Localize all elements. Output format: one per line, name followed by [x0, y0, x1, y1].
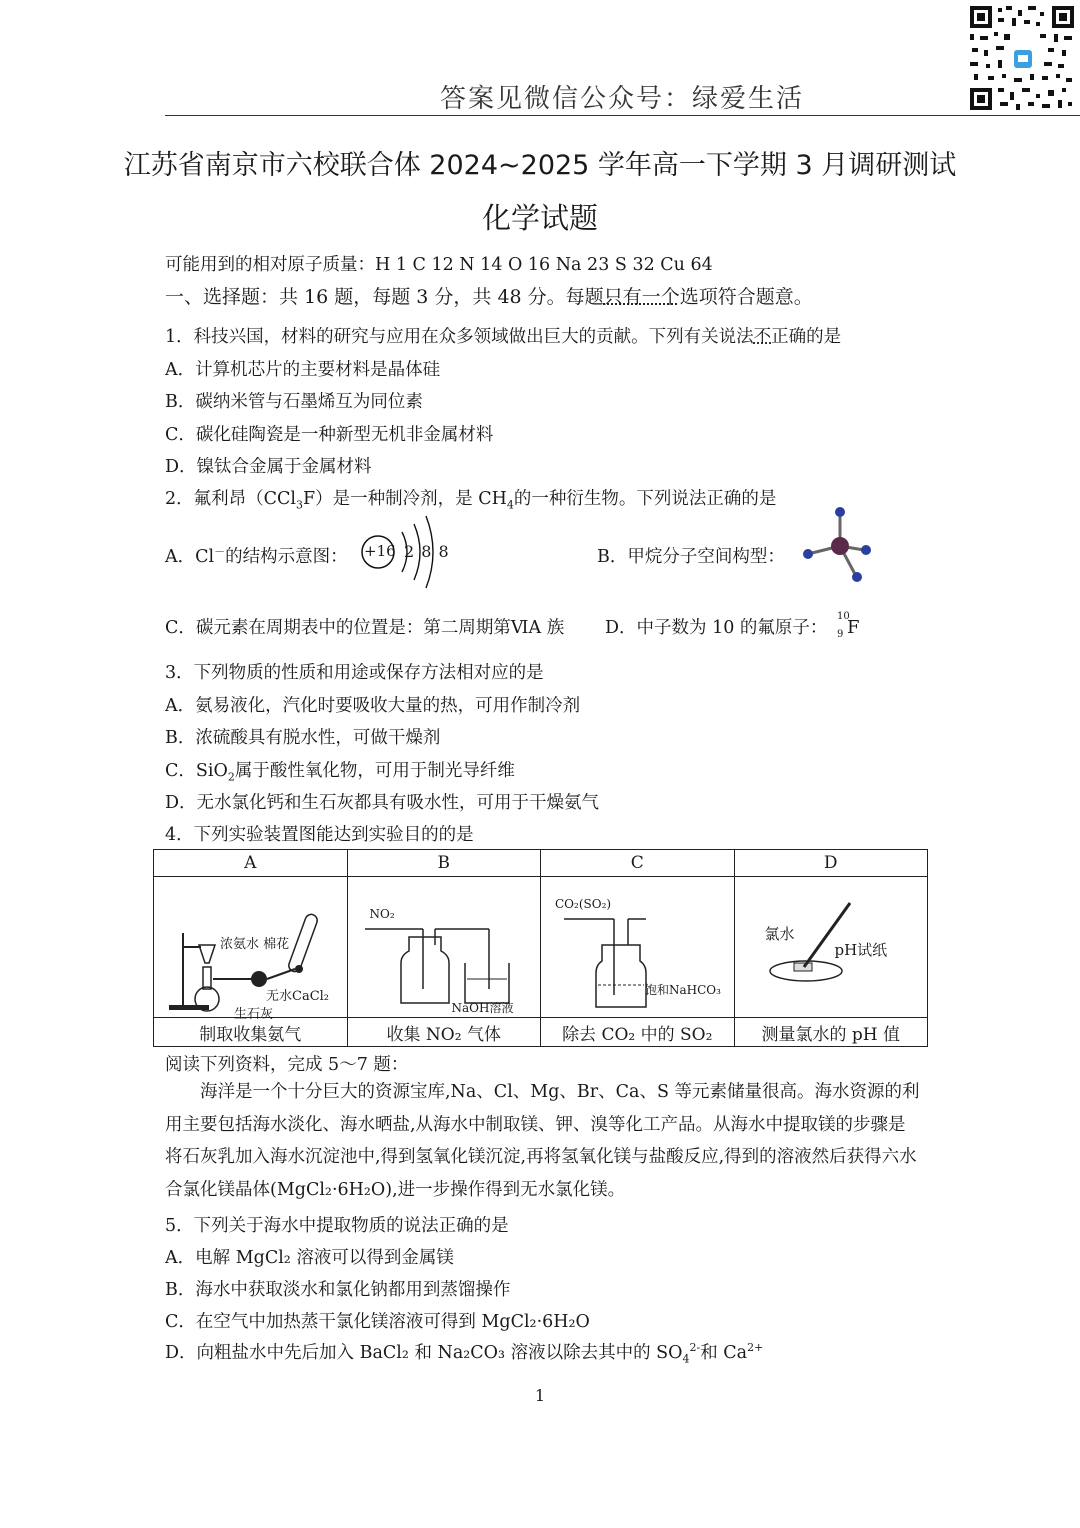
reading-passage: 海洋是一个十分巨大的资源宝库,Na、Cl、Mg、Br、Ca、S 等元素储量很高。海水资源的利用主要包括海水淡化、海水晒盐,从海水中制取镁、钾、溴等化工产品。从海水中提取镁的步骤是将石灰乳加入海水沉淀池中,得到氢氧化镁沉淀,再将氢氧化镁与盐酸反应,得到的溶液然后获得六水合氯化镁晶体(MgCl₂·6H₂O),进一步操作得到无水氯化镁。: [165, 1082, 920, 1200]
q3-option-c: C．SiO$_2$属于酸性氧化物，可用于制光导纤维: [165, 761, 515, 784]
exam-title: 江苏省南京市六校联合体 2024~2025 学年高一下学期 3 月调研测试: [123, 150, 957, 181]
apparatus-c: CO₂(SO₂) 饱和NaHCO₃: [541, 877, 735, 1018]
q1-option-b: B．碳纳米管与石墨烯互为同位素: [165, 392, 423, 412]
q5-option-a: A．电解 MgCl₂ 溶液可以得到金属镁: [165, 1248, 454, 1268]
q2-option-d: D．中子数为 10 的氟原子： 10 9 F: [605, 610, 860, 640]
q1-option-d: D．镍钛合金属于金属材料: [165, 457, 372, 477]
fluorine-atomic-number: 9: [837, 628, 844, 640]
electron-shells: 2 8 8: [404, 542, 450, 561]
q3-option-d: D．无水氯化钙和生石灰都具有吸水性，可用于干燥氨气: [165, 793, 600, 813]
q3-stem: 3．下列物质的性质和用途或保存方法相对应的是: [165, 663, 544, 683]
q2-option-a: A．Cl－的结构示意图：: [165, 545, 348, 567]
caption-b: 收集 NO₂ 气体: [347, 1018, 541, 1047]
header-rule: [165, 115, 1080, 116]
caption-c: 除去 CO₂ 中的 SO₂: [541, 1018, 735, 1047]
section-heading: 一、选择题：共 16 题，每题 3 分，共 48 分。每题只有一个选项符合题意。: [165, 286, 813, 308]
q2-option-c: C．碳元素在周期表中的位置是：第二周期第ⅥA 族: [165, 618, 565, 638]
experiment-table: [153, 849, 928, 1047]
q1-stem: 1．科技兴国，材料的研究与应用在众多领域做出巨大的贡献。下列有关说法不正确的是: [165, 327, 842, 347]
methane-model-icon: [800, 504, 876, 586]
q1-option-a: A．计算机芯片的主要材料是晶体硅: [165, 360, 441, 380]
col-header-d: D: [734, 850, 928, 877]
page-number: 1: [534, 1386, 546, 1405]
fluorine-symbol: F: [847, 616, 860, 638]
atomic-masses: 可能用到的相对原子质量：H 1 C 12 N 14 O 16 Na 23 S 32 Cu 64: [165, 255, 713, 275]
reading-intro: 阅读下列资料，完成 5～7 题：: [165, 1055, 409, 1075]
q2-stem: 2．氟利昂（CCl$_3$F）是一种制冷剂，是 $CH_4$的一种衍生物。下列说法正确的是: [165, 489, 777, 512]
q2-option-b: B．甲烷分子空间构型：: [597, 547, 785, 567]
q1-option-c: C．碳化硅陶瓷是一种新型无机非金属材料: [165, 425, 494, 445]
fluorine-mass-number: 10: [837, 610, 850, 622]
subject-title: 化学试题: [481, 201, 598, 235]
q3-option-a: A．氨易液化，汽化时要吸收大量的热，可用作制冷剂: [165, 696, 581, 716]
q5-stem: 5．下列关于海水中提取物质的说法正确的是: [165, 1216, 509, 1236]
col-header-b: B: [347, 850, 541, 877]
apparatus-a: 浓氨水 棉花 无水CaCl₂ 生石灰: [154, 877, 348, 1018]
qr-code-icon: [968, 4, 1076, 112]
q3-option-b: B．浓硫酸具有脱水性，可做干燥剂: [165, 728, 441, 748]
col-header-a: A: [154, 850, 348, 877]
q5-option-c: C．在空气中加热蒸干氯化镁溶液可得到 MgCl₂·6H₂O: [165, 1312, 590, 1332]
chloride-ion-diagram: [360, 514, 450, 590]
apparatus-d: 氯水 pH试纸: [734, 877, 928, 1018]
apparatus-b: NO₂ NaOH溶液: [347, 877, 541, 1018]
q5-option-b: B．海水中获取淡水和氯化钠都用到蒸馏操作: [165, 1280, 511, 1300]
q4-stem: 4．下列实验装置图能达到实验目的的是: [165, 825, 474, 845]
caption-a: 制取收集氨气: [154, 1018, 348, 1047]
header-notice: 答案见微信公众号：绿爱生活: [440, 84, 805, 114]
q5-option-d: D．向粗盐水中先后加入 BaCl₂ 和 Na₂CO₃ 溶液以除去其中的 $SO_4^{2-}$和 $Ca^{2+}$: [165, 1341, 764, 1366]
nucleus-charge: +16: [364, 542, 396, 560]
caption-d: 测量氯水的 pH 值: [734, 1018, 928, 1047]
col-header-c: C: [541, 850, 735, 877]
